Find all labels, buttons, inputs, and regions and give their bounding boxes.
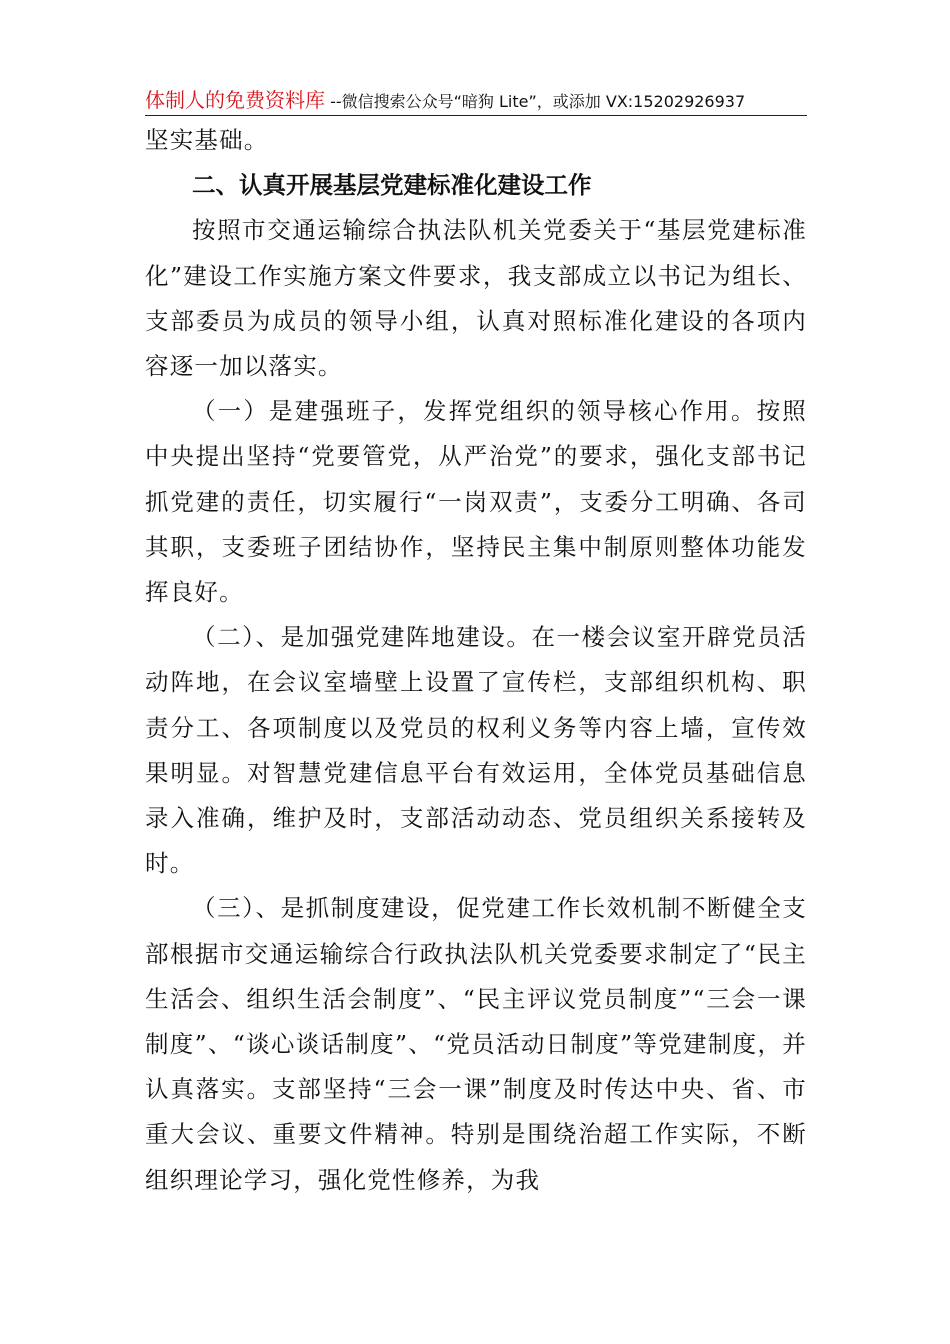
paragraph: 按照市交通运输综合执法队机关党委关于“基层党建标准化”建设工作实施方案文件要求，我支部成立以书记为组长、支部委员为成员的领导小组，认真对照标准化建设的各项内容逐一加以落实。 [145,216,807,381]
paragraph: （一）是建强班子，发挥党组织的领导核心作用。按照中央提出坚持“党要管党，从严治党”的要求，强化支部书记抓党建的责任，切实履行“一岗双责”，支委分工明确、各司其职，支委班子团结协作，坚持民主集中制原则整体功能发挥良好。 [145,397,807,607]
paragraph: （三）、是抓制度建设，促党建工作长效机制不断健全支部根据市交通运输综合行政执法队机关党委要求制定了“民主生活会、组织生活会制度”、“民主评议党员制度”“三会一课制度”、“谈心谈话制度”、“党员活动日制度”等党建制度，并认真落实。支部坚持“三会一课”制度及时传达中央、省、市重大会议、重要文件精神。特别是围绕治超工作实际，不断组织理论学习，强化党性修养，为我 [145,894,807,1194]
header-brand: 体制人的免费资料库 [145,88,325,112]
document-body [145,118,807,1203]
paragraph: （二）、是加强党建阵地建设。在一楼会议室开辟党员活动阵地，在会议室墙壁上设置了宣传栏，支部组织机构、职责分工、各项制度以及党员的权利义务等内容上墙，宣传效果明显。对智慧党建信息平台有效运用，全体党员基础信息录入准确，维护及时，支部活动动态、党员组织关系接转及时。 [145,623,807,878]
header-note: --微信搜索公众号“暗狗 Lite”，或添加 VX:15202926937 [330,92,746,111]
section-heading: 二、认真开展基层党建标准化建设工作 [192,171,592,200]
page-header [145,84,807,116]
intro-tail-text: 坚实基础。 [145,126,269,154]
